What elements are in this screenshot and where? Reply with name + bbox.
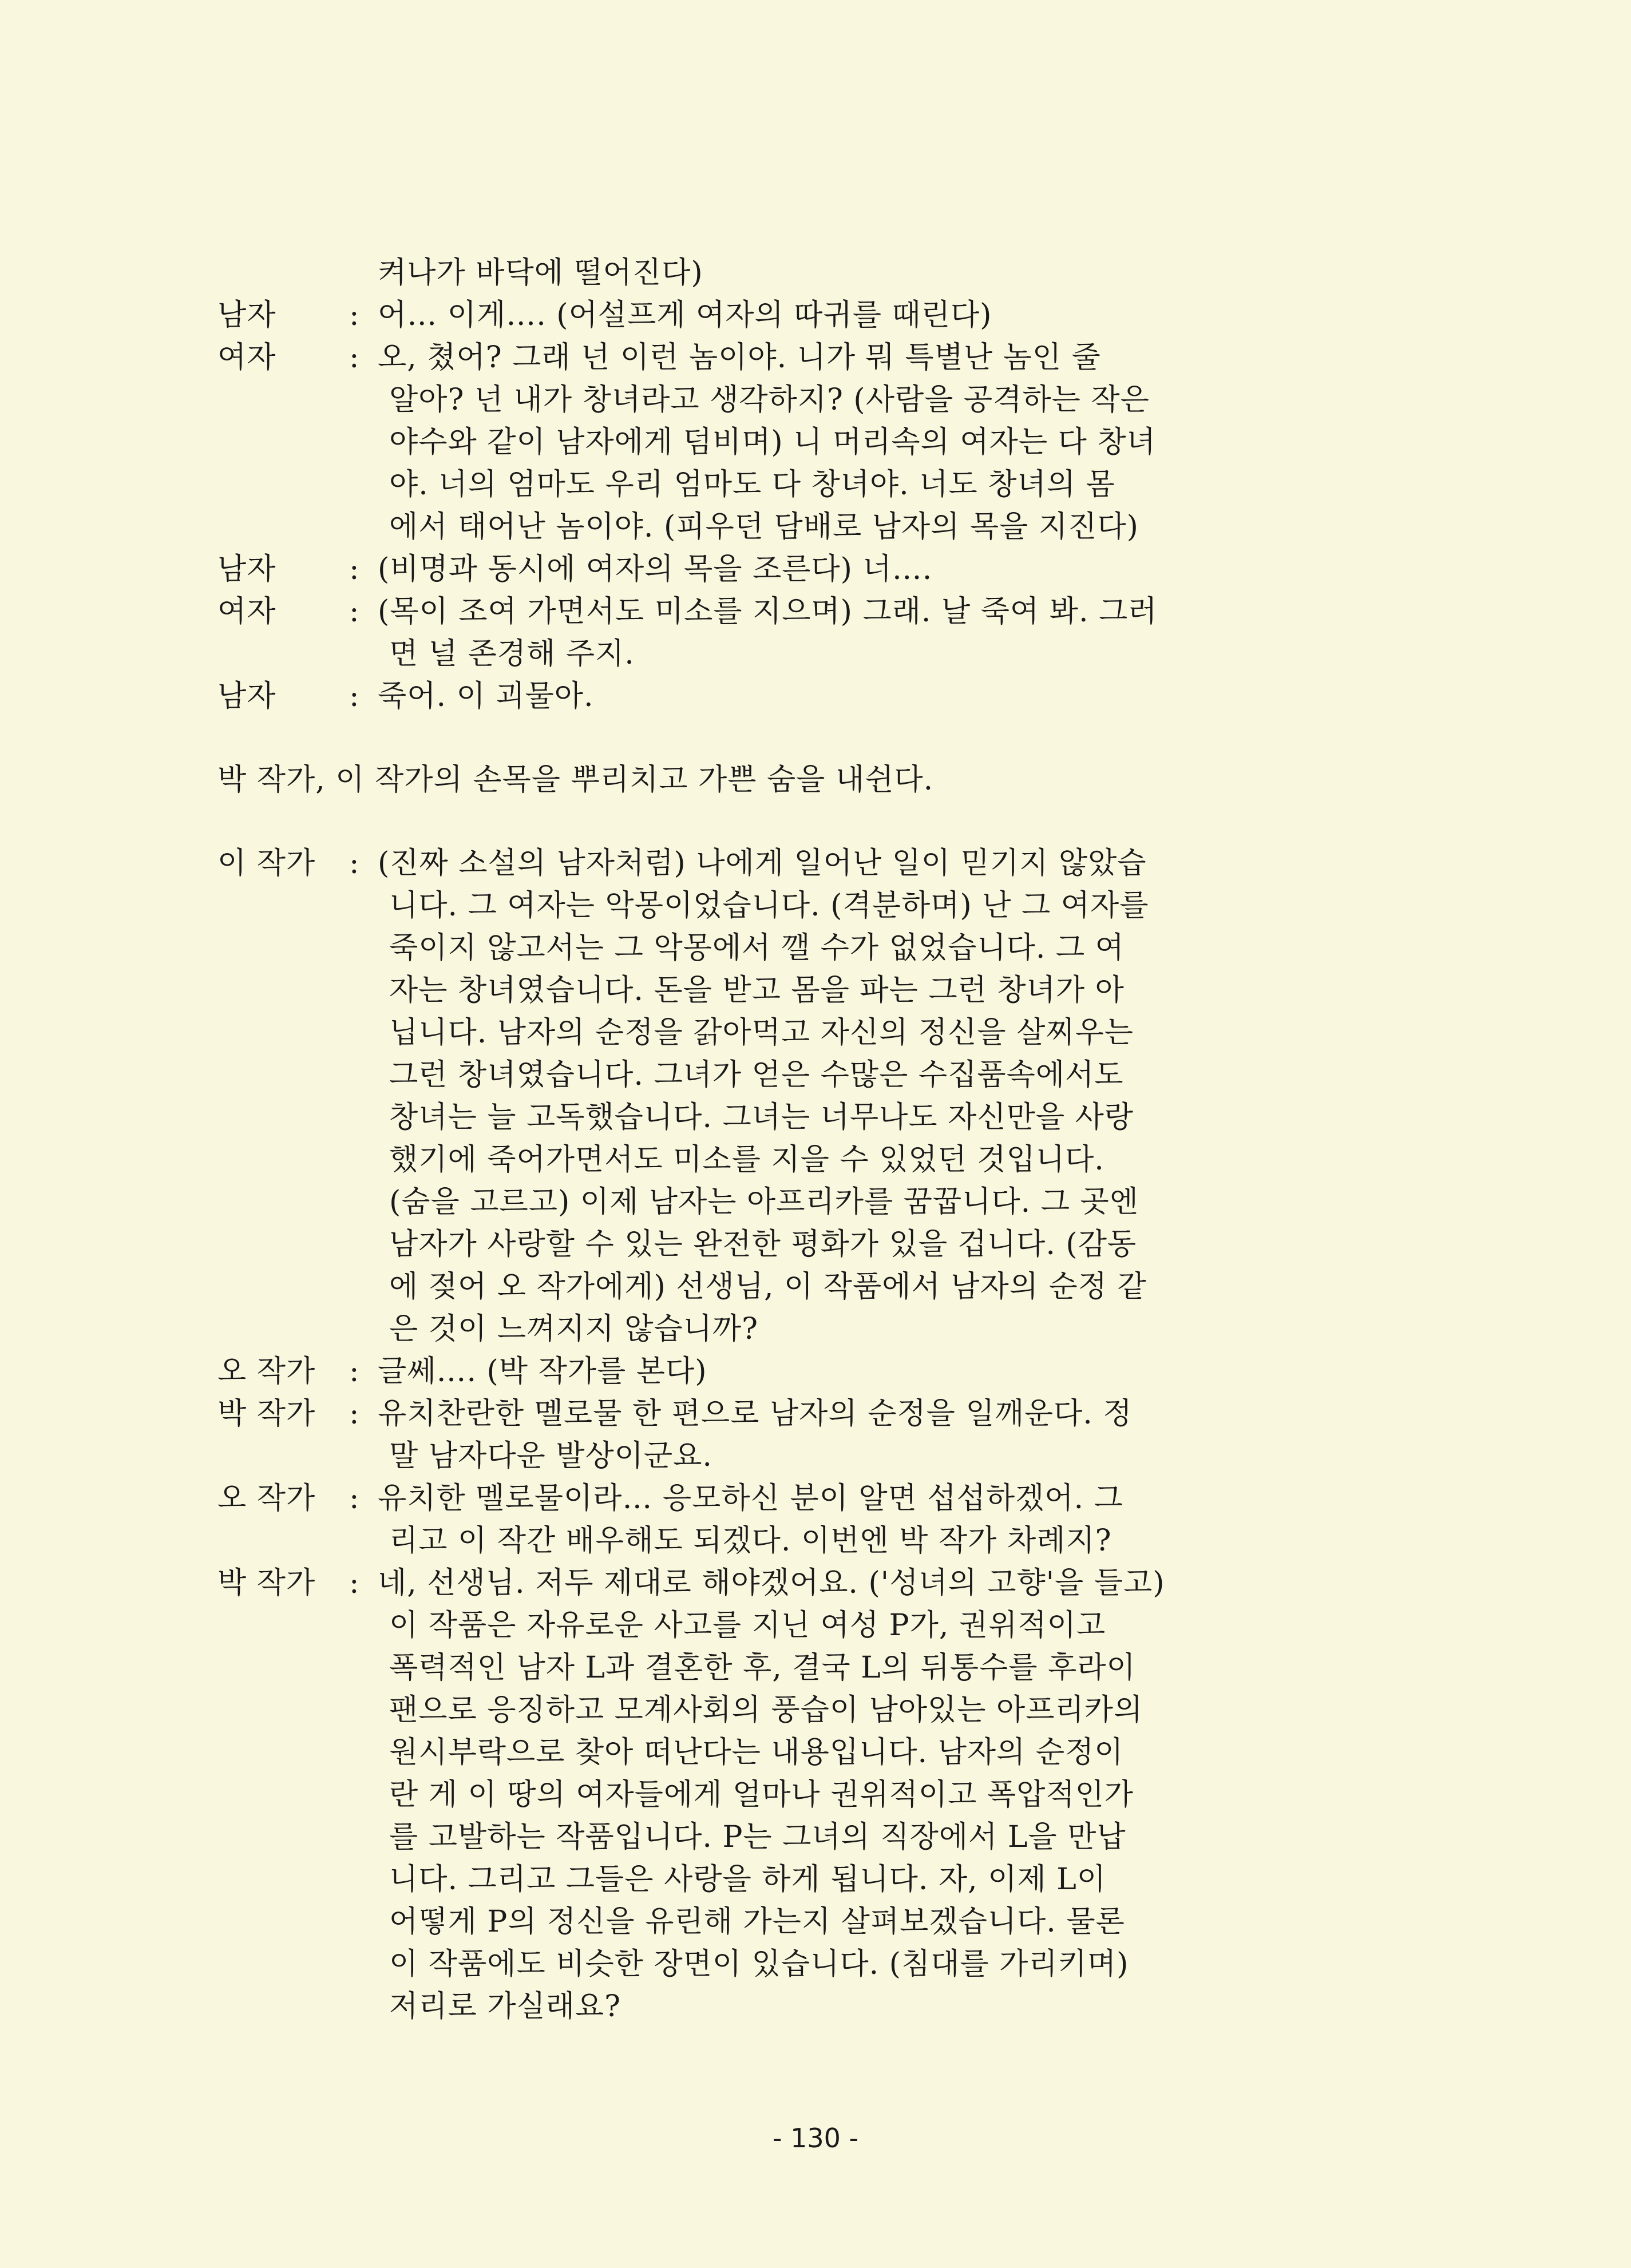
speaker-name: 오 작가 (217, 1354, 316, 1389)
dialogue-text: 에서 태어난 놈이야. (피우던 담배로 남자의 목을 지진다) (389, 510, 1139, 544)
speaker-name: 박 작가 (217, 1566, 316, 1600)
dialogue-text: 남자가 사랑할 수 있는 완전한 평화가 있을 겁니다. (감동 (389, 1227, 1137, 1262)
speaker-colon: : (349, 1397, 360, 1431)
dialogue-text: 말 남자다운 발상이군요. (389, 1439, 712, 1473)
dialogue-text: 켜나가 바닥에 떨어진다) (378, 256, 703, 290)
dialogue-line (217, 590, 1253, 633)
dialogue-line (217, 463, 1253, 506)
dialogue-line (217, 842, 1253, 885)
dialogue-text: 이 작품은 자유로운 사고를 지닌 여성 P가, 권위적이고 (389, 1608, 1106, 1643)
dialogue-text: 했기에 죽어가면서도 미소를 지을 수 있었던 것입니다. (389, 1143, 1105, 1177)
dialogue-text: 를 고발하는 작품입니다. P는 그녀의 직장에서 L을 만납 (389, 1820, 1126, 1854)
dialogue-line (217, 1774, 1253, 1816)
dialogue-text: 이 작품에도 비슷한 장면이 있습니다. (침대를 가리키며) (389, 1947, 1129, 1981)
dialogue-line (217, 1562, 1253, 1604)
speaker-name: 이 작가 (217, 846, 316, 881)
dialogue-line (217, 1604, 1253, 1647)
dialogue-text: 니다. 그 여자는 악몽이었습니다. (격분하며) 난 그 여자를 (389, 889, 1149, 923)
dialogue-text: 야수와 같이 남자에게 덤비며) 니 머리속의 여자는 다 창녀 (389, 425, 1156, 459)
speaker-colon: : (349, 1481, 360, 1516)
dialogue-line (217, 1901, 1253, 1943)
speaker-colon: : (349, 846, 360, 881)
dialogue-line (217, 1350, 1253, 1393)
speaker-name: 남자 (217, 679, 276, 713)
speaker-colon: : (349, 552, 360, 586)
dialogue-text: (목이 조여 가면서도 미소를 지으며) 그래. 날 죽여 봐. 그러 (378, 594, 1158, 629)
dialogue-text: 니다. 그리고 그들은 사랑을 하게 됩니다. 자, 이제 L이 (389, 1862, 1106, 1897)
dialogue-text: 야. 너의 엄마도 우리 엄마도 다 창녀야. 너도 창녀의 몸 (389, 467, 1115, 502)
dialogue-line (217, 1816, 1253, 1858)
dialogue-line (217, 379, 1253, 421)
dialogue-line (217, 421, 1253, 463)
dialogue-text: 닙니다. 남자의 순정을 갉아먹고 자신의 정신을 살찌우는 (389, 1016, 1134, 1050)
stage-direction: 박 작가, 이 작가의 손목을 뿌리치고 가쁜 숨을 내쉰다. (217, 763, 934, 797)
dialogue-line (217, 1858, 1253, 1901)
dialogue-text: 면 널 존경해 주지. (389, 637, 635, 671)
dialogue-line (217, 1181, 1253, 1223)
dialogue-line (217, 1139, 1253, 1181)
dialogue-text: 그런 창녀였습니다. 그녀가 얻은 수많은 수집품속에서도 (389, 1058, 1124, 1092)
dialogue-line (217, 1435, 1253, 1477)
page-number: - 130 - (772, 2123, 859, 2154)
dialogue-line (217, 1985, 1253, 2028)
dialogue-line (217, 336, 1253, 379)
dialogue-line (217, 506, 1253, 548)
speaker-name: 남자 (217, 552, 276, 586)
dialogue-line (217, 1393, 1253, 1435)
speaker-name: 여자 (217, 594, 276, 629)
dialogue-text: 저리로 가실래요? (389, 1989, 621, 2024)
dialogue-line (217, 1308, 1253, 1350)
dialogue-block-top (217, 252, 1253, 717)
speaker-colon (349, 252, 378, 294)
dialogue-line (217, 927, 1253, 969)
dialogue-text: 에 젖어 오 작가에게) 선생님, 이 작품에서 남자의 순정 같 (389, 1270, 1147, 1304)
speaker-colon: : (349, 1566, 360, 1600)
dialogue-line (217, 1054, 1253, 1096)
dialogue-text: (비명과 동시에 여자의 목을 조른다) 너…. (378, 552, 933, 586)
speaker-name: 오 작가 (217, 1481, 316, 1516)
dialogue-text: 팬으로 응징하고 모계사회의 풍습이 남아있는 아프리카의 (389, 1693, 1143, 1727)
speaker-colon: : (349, 594, 360, 629)
dialogue-line (217, 885, 1253, 927)
dialogue-text: 알아? 넌 내가 창녀라고 생각하지? (사람을 공격하는 작은 (389, 383, 1150, 417)
dialogue-text: 유치찬란한 멜로물 한 편으로 남자의 순정을 일깨운다. 정 (378, 1397, 1133, 1431)
dialogue-line (217, 1477, 1253, 1520)
speaker-colon: : (349, 340, 360, 375)
dialogue-text: 어… 이게…. (어설프게 여자의 따귀를 때린다) (378, 298, 992, 332)
dialogue-text: 유치한 멜로물이라… 응모하신 분이 알면 섭섭하겠어. 그 (378, 1481, 1123, 1516)
dialogue-text: (진짜 소설의 남자처럼) 나에게 일어난 일이 믿기지 않았습 (378, 846, 1147, 881)
dialogue-text: 은 것이 느껴지지 않습니까? (389, 1312, 759, 1346)
speaker-name (217, 252, 349, 294)
dialogue-block-bottom (217, 842, 1253, 2028)
dialogue-text: 원시부락으로 찾아 떠난다는 내용입니다. 남자의 순정이 (389, 1735, 1124, 1770)
dialogue-line (217, 1096, 1253, 1139)
speaker-colon: : (349, 679, 360, 713)
dialogue-text: 네, 선생님. 저두 제대로 해야겠어요. ('성녀의 고향'을 들고) (378, 1566, 1165, 1600)
dialogue-line (217, 1689, 1253, 1731)
dialogue-line (217, 633, 1253, 675)
dialogue-line (217, 675, 1253, 717)
dialogue-text: 오, 쳤어? 그래 넌 이런 놈이야. 니가 뭐 특별난 놈인 줄 (378, 340, 1101, 375)
dialogue-text: 폭력적인 남자 L과 결혼한 후, 결국 L의 뒤통수를 후라이 (389, 1651, 1136, 1685)
speaker-name: 여자 (217, 340, 276, 375)
dialogue-line (217, 1012, 1253, 1054)
dialogue-line (217, 969, 1253, 1012)
dialogue-line (217, 1223, 1253, 1266)
dialogue-line (217, 294, 1253, 336)
dialogue-text: 자는 창녀였습니다. 돈을 받고 몸을 파는 그런 창녀가 아 (389, 973, 1125, 1008)
dialogue-text: (숨을 고르고) 이제 남자는 아프리카를 꿈꿉니다. 그 곳엔 (389, 1185, 1139, 1219)
dialogue-line (217, 1266, 1253, 1308)
dialogue-line (217, 548, 1253, 590)
dialogue-text: 리고 이 작간 배우해도 되겠다. 이번엔 박 작가 차례지? (389, 1524, 1112, 1558)
dialogue-line (217, 252, 1253, 294)
dialogue-line (217, 1520, 1253, 1562)
dialogue-text: 죽이지 않고서는 그 악몽에서 깰 수가 없었습니다. 그 여 (389, 931, 1125, 965)
dialogue-line (217, 1731, 1253, 1774)
dialogue-line (217, 1647, 1253, 1689)
speaker-colon: : (349, 298, 360, 332)
speaker-name: 남자 (217, 298, 276, 332)
dialogue-text: 글쎄…. (박 작가를 본다) (378, 1354, 707, 1389)
speaker-name: 박 작가 (217, 1397, 316, 1431)
script-body (217, 252, 1253, 2028)
speaker-colon: : (349, 1354, 360, 1389)
dialogue-line (217, 1943, 1253, 1985)
dialogue-text: 란 게 이 땅의 여자들에게 얼마나 권위적이고 폭압적인가 (389, 1778, 1134, 1812)
dialogue-text: 어떻게 P의 정신을 유린해 가는지 살펴보겠습니다. 물론 (389, 1905, 1125, 1939)
dialogue-text: 창녀는 늘 고독했습니다. 그녀는 너무나도 자신만을 사랑 (389, 1100, 1134, 1135)
dialogue-text: 죽어. 이 괴물아. (378, 679, 594, 713)
